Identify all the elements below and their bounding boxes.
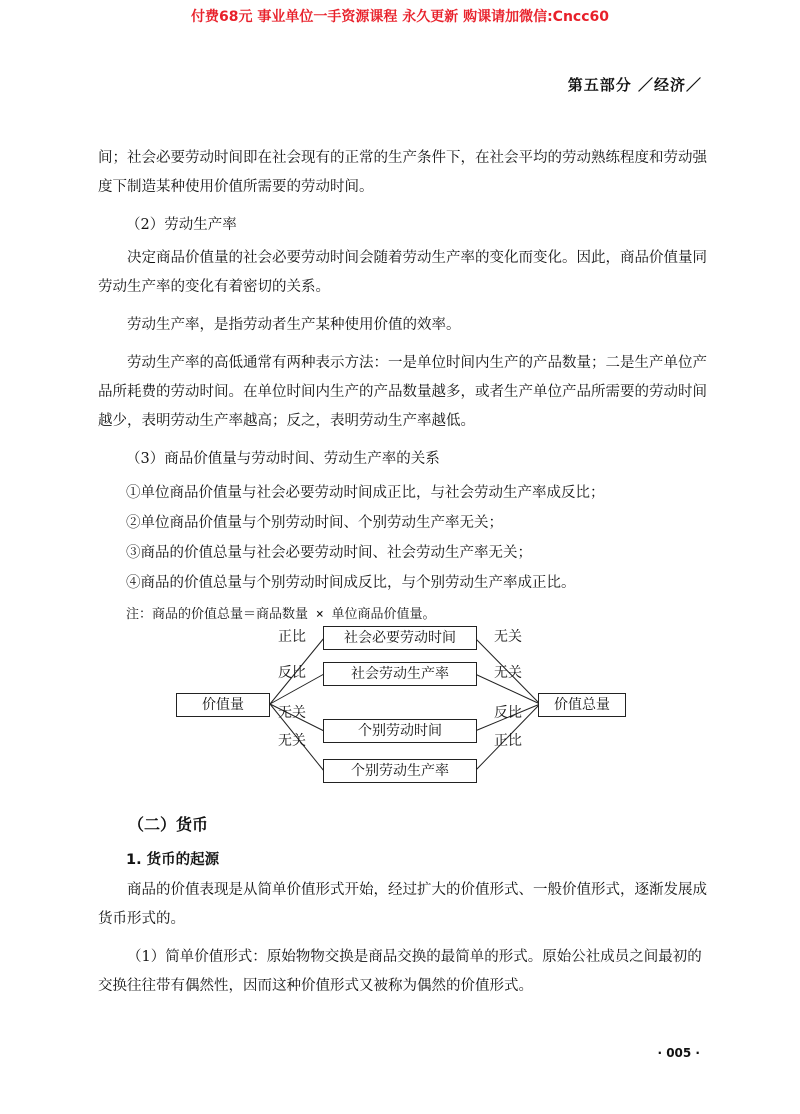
note: 注：商品的价值总量＝商品数量 × 单位商品价值量。	[126, 607, 436, 622]
paragraph: 间；社会必要劳动时间即在社会现有的正常的生产条件下，在社会平均的劳动熟练程度和劳动强度下制造某种使用价值所需要的劳动时间。	[98, 150, 707, 195]
subheading-origin-of-currency: 1. 货币的起源	[126, 852, 220, 868]
box-social-necessary-labor-time: 社会必要劳动时间	[323, 626, 477, 650]
label-left-0: 正比	[278, 629, 306, 645]
label-right-1: 无关	[494, 665, 522, 681]
rule-2: ②单位商品价值量与个别劳动时间、个别劳动生产率无关；	[126, 515, 503, 531]
box-social-labor-productivity: 社会劳动生产率	[323, 662, 477, 686]
box-total-value: 价值总量	[538, 693, 626, 717]
label-left-3: 无关	[278, 733, 306, 749]
chapter-header: 第五部分 ／经济／	[567, 76, 702, 94]
watermark-banner: 付费68元 事业单位一手资源课程 永久更新 购课请加微信:Cncc60	[190, 9, 610, 25]
label-right-0: 无关	[494, 629, 522, 645]
label-left-2: 无关	[278, 705, 306, 721]
box-individual-labor-time: 个别劳动时间	[323, 719, 477, 743]
page-number: · 005 ·	[657, 1046, 700, 1060]
paragraph: 劳动生产率的高低通常有两种表示方法：一是单位时间内生产的产品数量；二是生产单位产品所耗费的劳动时间。在单位时间内生产的产品数量越多，或者生产单位产品所需要的劳动时间越少，表明劳动生产率越高；反之，表明劳动生产率越低。	[98, 355, 707, 429]
label-left-1: 反比	[278, 665, 306, 681]
paragraph: 劳动生产率，是指劳动者生产某种使用价值的效率。	[127, 317, 461, 333]
label-right-2: 反比	[494, 705, 522, 721]
box-value-quantity: 价值量	[176, 693, 270, 717]
rule-4: ④商品的价值总量与个别劳动时间成反比，与个别劳动生产率成正比。	[126, 575, 576, 591]
label-right-3: 正比	[494, 733, 522, 749]
subheading-labor-productivity: （2）劳动生产率	[126, 217, 237, 233]
paragraph: 决定商品价值量的社会必要劳动时间会随着劳动生产率的变化而变化。因此，商品价值量同劳动生产率的变化有着密切的关系。	[98, 250, 707, 295]
value-relationship-diagram	[0, 618, 800, 788]
paragraph: （1）简单价值形式：原始物物交换是商品交换的最简单的形式。原始公社成员之间最初的交换往往带有偶然性，因而这种价值形式又被称为偶然的价值形式。	[98, 949, 702, 994]
rule-3: ③商品的价值总量与社会必要劳动时间、社会劳动生产率无关；	[126, 545, 532, 561]
box-individual-labor-productivity: 个别劳动生产率	[323, 759, 477, 783]
body-text-top	[98, 144, 708, 630]
paragraph: 商品的价值表现是从简单价值形式开始，经过扩大的价值形式、一般价值形式，逐渐发展成货币形式的。	[98, 882, 707, 927]
section-title-currency: （二）货币	[128, 815, 209, 834]
body-text-bottom	[98, 876, 708, 1010]
subheading-relationship: （3）商品价值量与劳动时间、劳动生产率的关系	[126, 451, 440, 467]
rule-1: ①单位商品价值量与社会必要劳动时间成正比，与社会劳动生产率成反比；	[126, 485, 605, 501]
